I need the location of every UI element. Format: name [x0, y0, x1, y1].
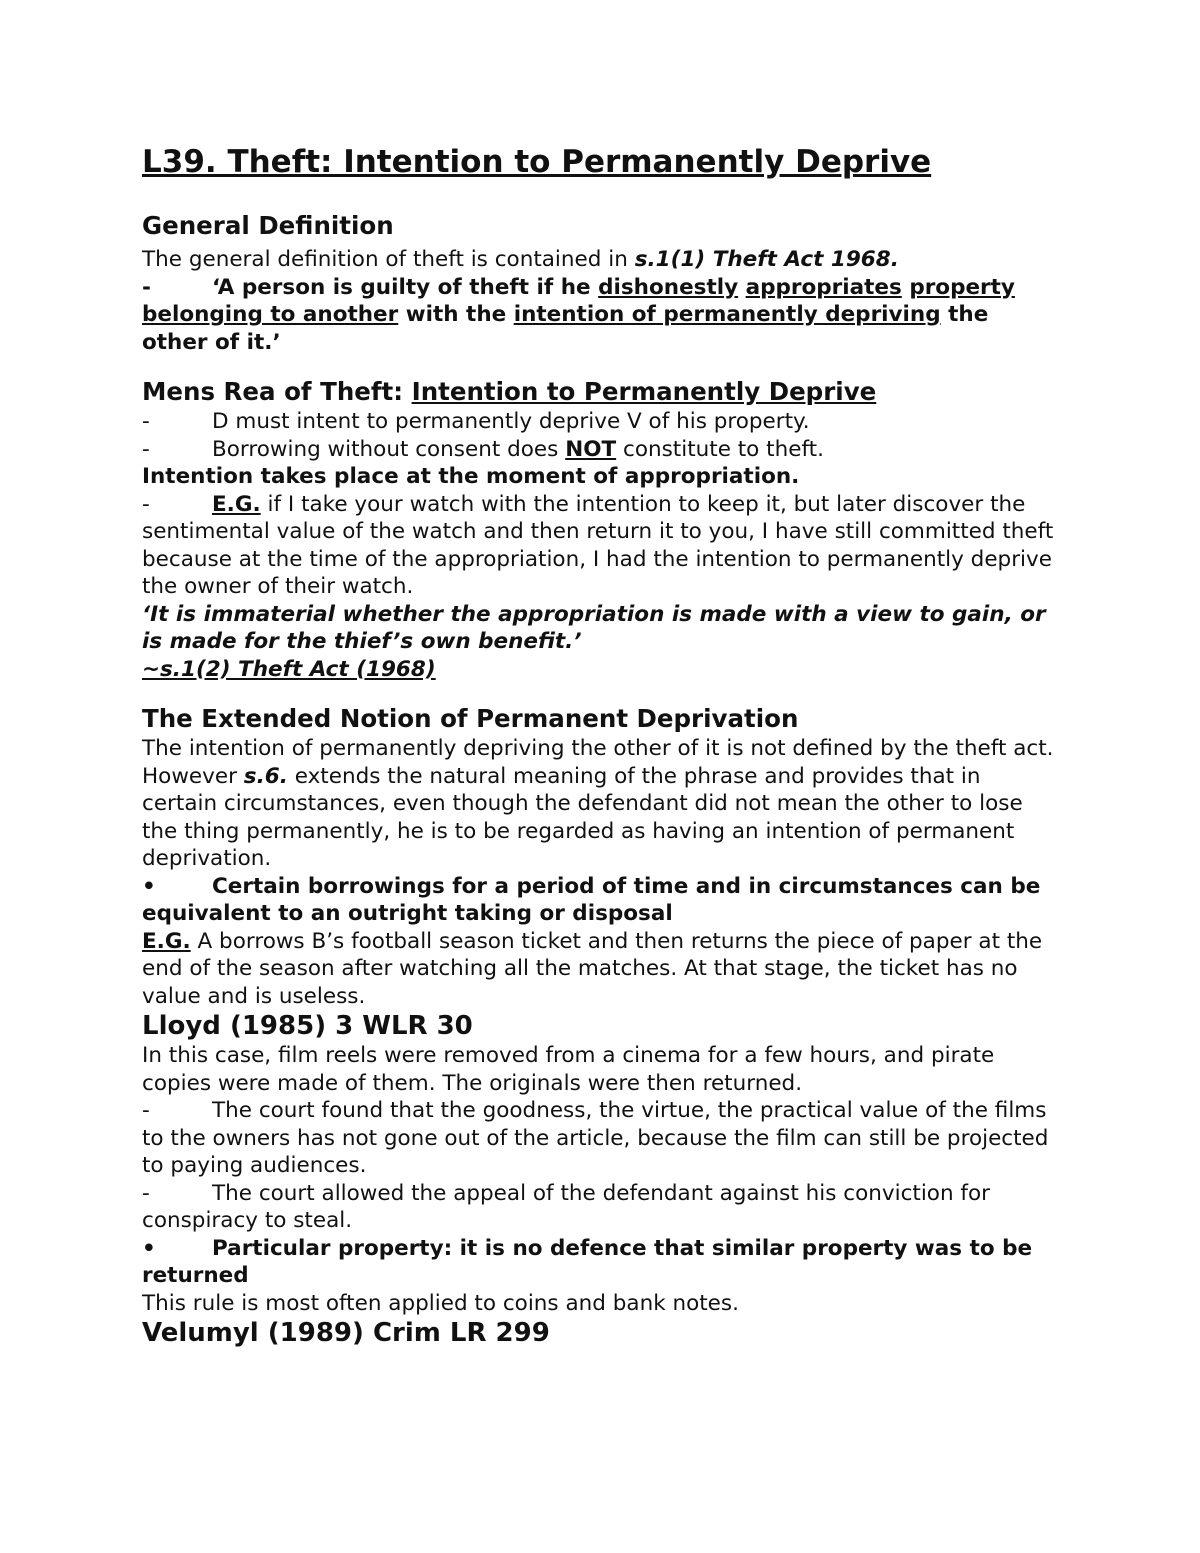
extended-paragraph-2: [142, 763, 1060, 873]
keyword-property: property: [909, 274, 1015, 300]
dash-marker: -: [142, 436, 150, 462]
dash-marker: -: [142, 491, 150, 517]
statute-quote: ‘It is immaterial whether the appropriation is made with a view to gain, or is made for the thief’s own benefit.’: [142, 601, 1046, 654]
heading-prefix: Mens Rea of Theft:: [142, 377, 404, 406]
page-title: L39. Theft: Intention to Permanently Deprive: [142, 144, 932, 180]
section-heading-extended-notion: The Extended Notion of Permanent Deprivation: [142, 704, 799, 733]
point-text: The court allowed the appeal of the defendant against his conviction for conspiracy to steal.: [142, 1180, 990, 1233]
general-definition-intro: [142, 246, 1060, 274]
bullet-text: Particular property: it is no defence that similar property was to be returned: [142, 1235, 1033, 1288]
statute-quote-reference: ~s.1(2) Theft Act (1968): [142, 656, 436, 682]
intro-text: The general definition of theft is contained in: [142, 247, 628, 272]
lloyd-rule: This rule is most often applied to coins and bank notes.: [142, 1290, 739, 1316]
mens-rea-point-1: [142, 408, 1060, 436]
example-text: A borrows B’s football season ticket and then returns the piece of paper at the end of the season after watching all the matches. At that stage, the ticket has no value and is useless.: [142, 928, 1043, 1009]
statute-reference: s.1(1) Theft Act 1968.: [634, 247, 899, 272]
lloyd-point-2: [142, 1180, 1060, 1235]
point-text: D must intent to permanently deprive V of his property.: [212, 409, 810, 434]
dash-marker: -: [142, 409, 150, 434]
example-label: E.G.: [142, 928, 191, 954]
paragraph-text: extends the natural meaning of the phrase and provides that in certain circumstances, even though the defendant did not mean the other to lose the thing permanently, he is to be regarded as having an intention of permanent deprivation.: [142, 763, 1023, 871]
dash-marker: -: [142, 274, 151, 300]
keyword-dishonestly: dishonestly: [598, 274, 739, 300]
quote-open: ‘A person is guilty of theft if he: [212, 274, 591, 300]
quote-close: the other of it.’: [142, 302, 989, 355]
moment-of-appropriation: Intention takes place at the moment of appropriation.: [142, 464, 800, 489]
dash-marker: -: [142, 1098, 150, 1123]
mens-rea-point-2: [142, 436, 1060, 464]
case-heading-lloyd: Lloyd (1985) 3 WLR 30: [142, 1011, 473, 1041]
extended-example: [142, 928, 1060, 1011]
extended-paragraph-1: The intention of permanently depriving the other of it is not defined by the theft act.: [142, 736, 1054, 761]
bullet-marker: •: [142, 1235, 156, 1261]
lloyd-facts: In this case, film reels were removed from a cinema for a few hours, and pirate copies were made of them. The originals were then returned.: [142, 1043, 995, 1096]
keyword-belonging: belonging to another: [142, 302, 399, 327]
keyword-intention: intention of permanently depriving: [513, 302, 941, 327]
section-heading-mens-rea: [142, 376, 1060, 408]
lloyd-bullet-2: [142, 1235, 1060, 1290]
point-text: constitute to theft.: [623, 436, 824, 462]
point-text: Borrowing without consent does: [212, 436, 559, 462]
extended-bullet-1: [142, 873, 1060, 928]
document-body: [142, 142, 1060, 1349]
case-heading-velumyl: Velumyl (1989) Crim LR 299: [142, 1318, 550, 1348]
bullet-marker: •: [142, 873, 156, 899]
heading-underlined: Intention to Permanently Deprive: [411, 377, 877, 406]
lloyd-point-1: [142, 1097, 1060, 1180]
example-label: E.G.: [212, 491, 261, 517]
point-text: The court found that the goodness, the virtue, the practical value of the films to the owners has not gone out of the article, because the film can still be projected to paying audiences.: [142, 1098, 1049, 1178]
section-heading-general-definition: General Definition: [142, 211, 394, 240]
paragraph-text: However: [142, 763, 237, 789]
definition-quote: [142, 274, 1060, 357]
section-reference: s.6.: [243, 763, 288, 789]
dash-marker: -: [142, 1180, 150, 1206]
mens-rea-example: [142, 491, 1060, 601]
bullet-text: Certain borrowings for a period of time and in circumstances can be equivalent to an outright taking or disposal: [142, 873, 1041, 926]
emphasis-not: NOT: [565, 436, 617, 462]
example-text: if I take your watch with the intention to keep it, but later discover the sentimental value of the watch and then return it to you, I have still committed theft because at the time of the appropriation, I had the intention to permanently deprive the owner of their watch.: [142, 491, 1054, 599]
keyword-appropriates: appropriates: [745, 274, 902, 300]
quote-with: with the: [405, 302, 507, 327]
